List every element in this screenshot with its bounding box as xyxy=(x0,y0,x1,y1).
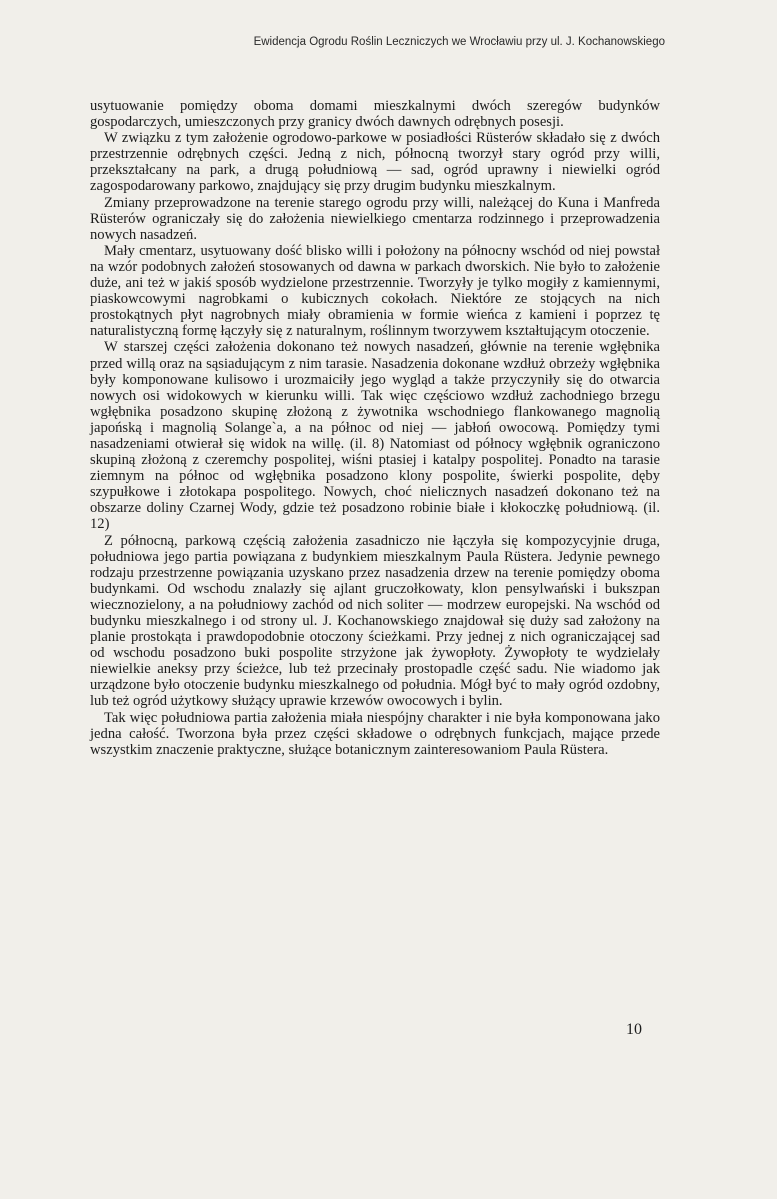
paragraph: W związku z tym założenie ogrodowo-parkowe w posiadłości Rüsterów składało się z dwóch przestrzennie odrębnych części. Jedną z nich, północną tworzył stary ogród przy willi, przekształcany na park, a drugą południową — sad, ogród uprawny i niewielki ogród zagospodarowany parkowo, znajdujący się przy drugim budynku mieszkalnym. xyxy=(90,130,660,195)
running-header: Ewidencja Ogrodu Roślin Leczniczych we Wrocławiu przy ul. J. Kochanowskiego xyxy=(253,36,665,48)
paragraph: Z północną, parkową częścią założenia zasadniczo nie łączyła się kompozycyjnie druga, południowa jego partia powiązana z budynkiem mieszkalnym Paula Rüstera. Jedynie pewnego rodzaju przestrzenne powiązania uzyskano przez nasadzenia drzew na terenie pomiędzy oboma budynkami. Od wschodu znalazły się ajlant gruczołkowaty, klon pensylwański i bukszpan wiecznozielony, a na południowy zachód od nich soliter — modrzew europejski. Na wschód od budynku mieszkalnego i od strony ul. J. Kochanowskiego znajdował się duży sad założony na planie prostokąta i prawdopodobnie otoczony ścieżkami. Przy jednej z nich ograniczającej sad od wschodu posadzono buki pospolite strzyżone jak żywopłoty. Żywopłoty te wydzielały niewielkie aneksy przy ścieżce, lub też przecinały prostopadle część sadu. Nie wiadomo jak urządzone było otoczenie budynku mieszkalnego od południa. Mógł być to mały ogród ozdobny, lub też ogród użytkowy służący uprawie krzewów owocowych i bylin. xyxy=(90,532,660,710)
paragraph: Zmiany przeprowadzone na terenie starego ogrodu przy willi, należącej do Kuna i Manfreda Rüsterów ograniczały się do założenia niewielkiego cmentarza rodzinnego i przeprowadzenia nowych nasadzeń. xyxy=(90,194,660,243)
body-text xyxy=(90,98,660,758)
paragraph: usytuowanie pomiędzy oboma domami mieszkalnymi dwóch szeregów budynków gospodarczych, umieszczonych przy granicy dwóch dawnych odrębnych posesji. xyxy=(90,98,660,131)
paragraph: W starszej części założenia dokonano też nowych nasadzeń, głównie na terenie wgłębnika przed willą oraz na sąsiadującym z nim tarasie. Nasadzenia dokonane wzdłuż obrzeży wgłębnika były komponowane kulisowo i urozmaiciły jego wygląd a także przyczyniły się do otwarcia nowych osi widokowych w kierunku willi. Tak więc częściowo wzdłuż zachodniego brzegu wgłębnika posadzono skupinę złożoną z żywotnika wschodniego flankowanego magnolią japońską i magnolią Solange`a, a na północ od niej — jabłoń owocową. Pomiędzy tymi nasadzeniami otwierał się widok na willę. (il. 8) Natomiast od północy wgłębnik ograniczono skupiną złożoną z czeremchy pospolitej, wiśni ptasiej i katalpy pospolitej. Ponadto na tarasie ziemnym na północ od wgłębnika posadzono klony pospolite, świerki pospolite, dęby szypułkowe i złotokapa pospolitego. Nowych, choć nielicznych nasadzeń dokonano też na obszarze doliny Czarnej Wody, gdzie też posadzono robinie białe i kłokoczkę południową. (il. 12) xyxy=(90,339,660,533)
paragraph: Mały cmentarz, usytuowany dość blisko willi i położony na północny wschód od niej powstał na wzór podobnych założeń stosowanych od dawna w parkach dworskich. Nie było to założenie duże, ani też w jakiś sposób wydzielone przestrzennie. Tworzyły je tylko mogiły z kamiennymi, piaskowcowymi nagrobkami o kubicznych cokołach. Niektóre ze stojących na nich prostokątnych płyt nagrobnych miały obramienia w formie wieńca z kamieni i poprzez tę naturalistyczną formę łączyły się z naturalnym, roślinnym tworzywem kształtującym otoczenie. xyxy=(90,242,660,340)
paragraph: Tak więc południowa partia założenia miała niespójny charakter i nie była komponowana jako jedna całość. Tworzona była przez części składowe o odrębnych funkcjach, mające przede wszystkim znaczenie praktyczne, służące botanicznym zainteresowaniom Paula Rüstera. xyxy=(90,709,660,758)
page-number: 10 xyxy=(626,1021,642,1038)
